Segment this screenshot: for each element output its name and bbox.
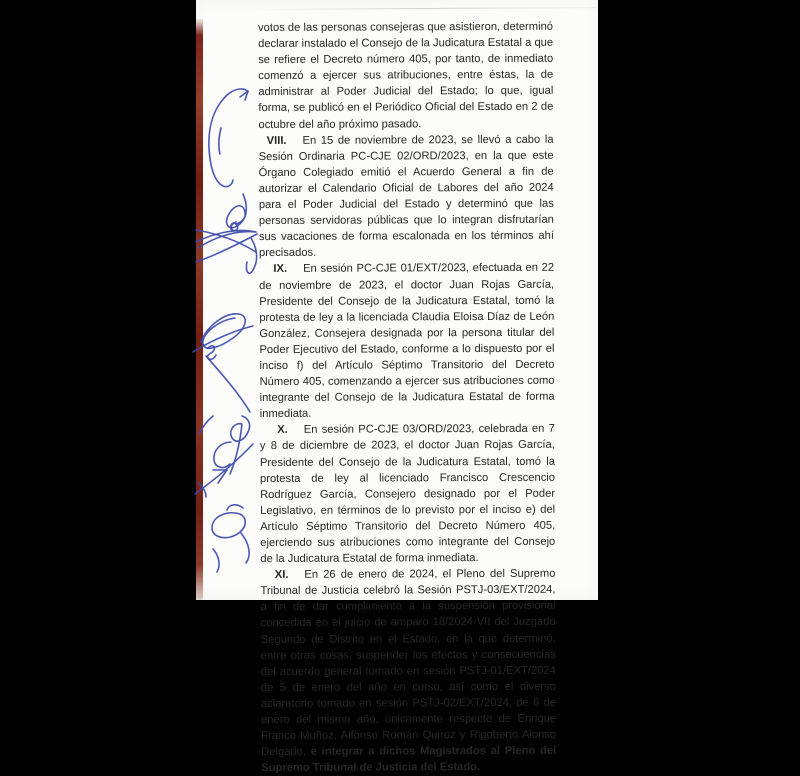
- paragraph: votos de las personas consejeras que asistieron, determinó declarar instalado el Consejo de la Judicatura Estatal a que se refiere el Decreto número 405, por tanto, de inmediato comenzó a ejercer sus atribuciones, entre éstas, la de administrar al Poder Judicial del Estado; lo que, igual forma, se publicó en el Periódico Oficial del Estado en 2 de octubre del año próximo pasado.: [258, 20, 554, 131]
- bold-resolution-text: e integrar a dichos Magistrados al Pleno del Supremo Tribunal de Justicia del Estado.: [261, 744, 557, 775]
- paragraph: XI. En 26 de enero de 2024, el Pleno del Supremo Tribunal de Justicia celebró la Sesión PSTJ-03/EXT/2024, a fin de dar cumplimiento a la suspensión provisional concedida en el juicio de amparo 18/2024-VII del Juzgado Segundo de Distrito en el Estado, en la que determinó, entre otras cosas, suspender los efectos y consecuencias del acuerdo general tomado en sesión PSTJ-01/EXT/2024 de 5 de enero del año en curso, así como el diverso aclaratorio tomado en sesión PSTJ-02/EXT/2024, de 8 de enero del mismo año, únicamente respecto de Enrique Franco Muñoz, Alfonso Román Quiroz y Rigoberto Alonso Delgado, e integrar a dichos Magistrados al Pleno del Supremo Tribunal de Justicia del Estado.: [260, 567, 557, 775]
- paragraph-numeral: XI.: [274, 569, 289, 582]
- document-page: [196, 0, 598, 775]
- paragraph-numeral: X.: [277, 424, 288, 437]
- paragraph: IX. En sesión PC-CJE 01/EXT/2023, efectuada en 22 de noviembre de 2023, el doctor Juan Rojas García, Presidente del Consejo de la Judicatura Estatal, tomó la protesta de ley a la licenciada Claudia Eloisa Díaz de León González, Consejera designada por la persona titular del Poder Ejecutivo del Estado, conforme a lo dispuesto por el inciso f) del Artículo Séptimo Transitorio del Decreto Número 405, comenzando a ejercer sus atribuciones como integrante del Consejo de la Judicatura Estatal de forma inmediata.: [259, 262, 555, 421]
- paragraph-numeral: VIII.: [266, 134, 287, 147]
- paragraph: X. En sesión PC-CJE 03/ORD/2023, celebrada en 7 y 8 de diciembre de 2023, el doctor Juan Rojas García, Presidente del Consejo de la Judicatura Estatal, tomó la protesta de ley al licenciado Francisco Crescencio Rodríguez García, Consejero designado por el Poder Legislativo, en términos de lo previsto por el inciso e) del Artículo Séptimo Transitorio del Decreto Número 405, ejerciendo sus atribuciones como integrante del Consejo de la Judicatura Estatal de forma inmediata.: [259, 423, 556, 566]
- paragraph: VIII. En 15 de noviembre de 2023, se llevó a cabo la Sesión Ordinaria PC-CJE 02/ORD/2023, en la que este Órgano Colegiado emitió el Acuerdo General a fin de autorizar el Calendario Oficial de Labores del año 2024 para el Poder Judicial del Estado y determinó que las personas servidoras públicas que lo integran disfrutarían sus vacaciones de forma escalonada en los términos ahí precisados.: [258, 133, 554, 260]
- scan-edge-strip: [196, 18, 203, 600]
- scan-artifact-line: [248, 7, 596, 10]
- document-text: [258, 19, 556, 776]
- paragraph-numeral: IX.: [273, 263, 288, 276]
